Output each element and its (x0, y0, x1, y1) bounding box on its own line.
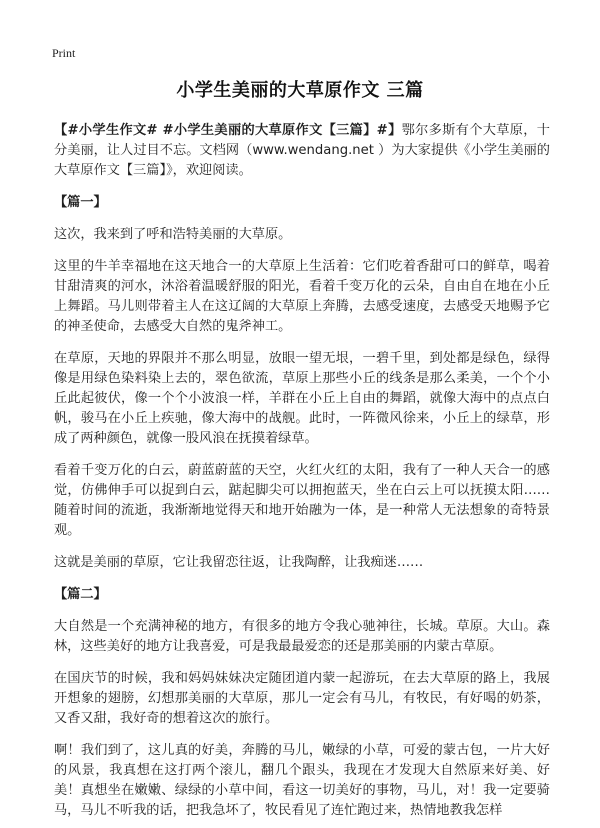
paragraph: 大自然是一个充满神秘的地方，有很多的地方令我心驰神往，长城。草原。大山。森林，这些美好的地方让我喜爱，可是我最最爱恋的还是那美丽的内蒙古草原。 (54, 619, 550, 654)
section-heading: 【篇二】 (54, 587, 107, 602)
article-body (54, 121, 550, 828)
paragraph: 这就是美丽的草原，它让我留恋往返，让我陶醉，让我痴迷…… (54, 555, 424, 570)
intro-paragraph (54, 121, 550, 181)
paragraph: 在草原，天地的界限并不那么明显，放眼一望无垠，一碧千里，到处都是绿色，绿得像是用绿色染料染上去的，翠色欲流，草原上那些小丘的线条是那么柔美，一个个小丘此起彼伏，像一个个小波浪一样，羊群在小丘上自由的舞蹈，就像大海中的点点白帆，骏马在小丘上疾驰，像大海中的战舰。此时，一阵微风徐来，小丘上的绿草，形成了两种颜色，就像一股风浪在抚摸着绿草。 (54, 351, 550, 446)
paragraph: 在国庆节的时候，我和妈妈妹妹决定随团道内蒙一起游玩，在去大草原的路上，我展开想象的翅膀，幻想那美丽的大草原，那儿一定会有马儿，有牧民，有好喝的奶茶，又香又甜，我好奇的想着这次的旅行。 (54, 671, 550, 726)
paragraph: 这里的牛羊幸福地在这天地合一的大草原上生活着：它们吃着香甜可口的鲜草，喝着甘甜清爽的河水，沐浴着温暖舒服的阳光，看着千变万化的云朵，自由自在地在小丘上舞蹈。马儿则带着主人在这辽阔的大草原上奔腾，去感受速度，去感受天地赐予它的神圣使命，去感受大自然的鬼斧神工。 (54, 259, 550, 334)
intro-tags: 【#小学生作文# #小学生美丽的大草原作文【三篇】#】 (54, 123, 402, 138)
paragraph: 这次，我来到了呼和浩特美丽的大草原。 (54, 227, 292, 242)
paragraph: 看着千变万化的白云，蔚蓝蔚蓝的天空，火红火红的太阳，我有了一种人天合一的感觉，仿佛伸手可以捉到白云，踮起脚尖可以拥抱蓝天，坐在白云上可以抚摸太阳……随着时间的流逝，我渐渐地觉得天和地开始融为一体，是一种常人无法想象的奇特景观。 (54, 463, 550, 538)
print-link[interactable]: Print (52, 46, 76, 60)
page-title: 小学生美丽的大草原作文 三篇 (176, 80, 424, 101)
section-heading: 【篇一】 (54, 195, 107, 210)
paragraph: 啊！我们到了，这儿真的好美，奔腾的马儿，嫩绿的小草，可爱的蒙古包，一片大好的风景，我真想在这打两个滚儿，翻几个跟头，我现在才发现大自然原来好美、好美！真想坐在嫩嫩、绿绿的小草中间，看这一切美好的事物，马儿，对！我一定要骑马，马儿不听我的话，把我急坏了，牧民看见了连忙跑过来，热情地教我怎样 (54, 743, 550, 818)
intro-text: 鄂尔多斯有个大草原，十分美丽，让人过目不忘。文档网（www.wendang.net ）为大家提供《小学生美丽的大草原作文【三篇】》，欢迎阅读。 (54, 123, 550, 178)
